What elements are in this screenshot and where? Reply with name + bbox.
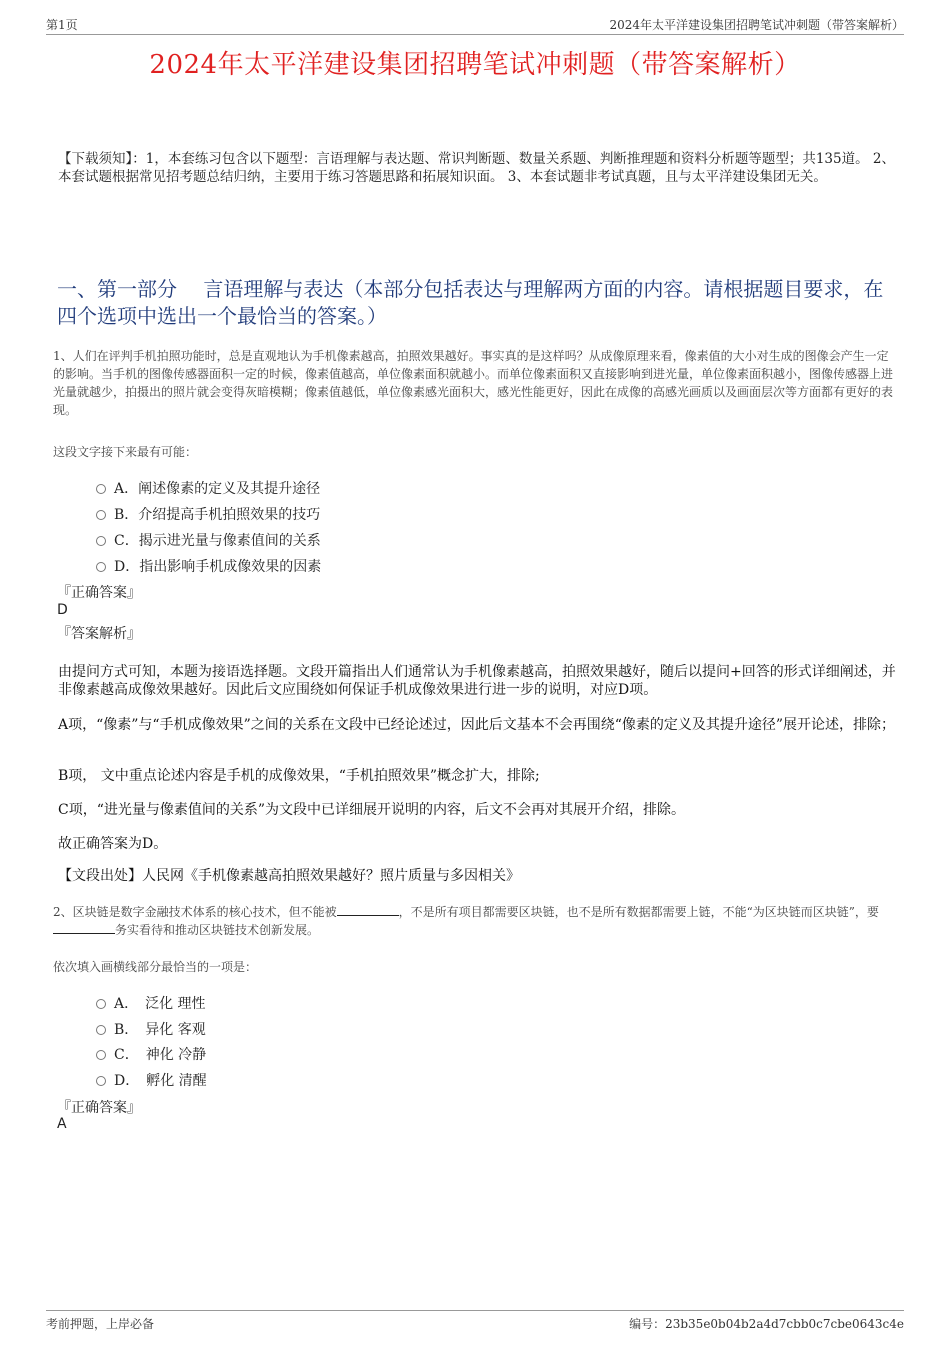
question-1-option-d[interactable]: D．指出影响手机成像效果的因素	[96, 556, 321, 576]
radio-icon[interactable]	[96, 562, 106, 572]
question-2-ask: 依次填入画横线部分最恰当的一项是：	[53, 960, 258, 974]
fill-blank-1	[337, 903, 399, 916]
question-2-answer: A	[57, 1116, 67, 1132]
page-header	[46, 14, 904, 35]
analysis-paragraph: 由提问方式可知，本题为接语选择题。文段开篇指出人们通常认为手机像素越高，拍照效果越好，随后以提问+回答的形式详细阐述，并非像素越高成像效果越好。因此后文应围绕如何保证手机成像效果进行进一步的说明，对应D项。	[58, 664, 896, 698]
analysis-paragraph: A项，“像素”与“手机成像效果”之间的关系在文段中已经论述过，因此后文基本不会再围绕“像素的定义及其提升途径”展开论述，排除；	[58, 717, 896, 733]
question-1-answer: D	[57, 602, 68, 618]
question-2-option-b[interactable]: B． 异化 客观	[96, 1019, 206, 1039]
page-footer	[46, 1310, 904, 1335]
analysis-paragraph: C项，“进光量与像素值间的关系”为文段中已详细展开说明的内容，后文不会再对其展开介绍，排除。	[58, 802, 686, 818]
radio-icon[interactable]	[96, 999, 106, 1009]
radio-icon[interactable]	[96, 1076, 106, 1086]
radio-icon[interactable]	[96, 510, 106, 520]
footer-slogan: 考前押题，上岸必备	[46, 1317, 155, 1331]
radio-icon[interactable]	[96, 1025, 106, 1035]
analysis-paragraph: 故正确答案为D。	[58, 836, 168, 852]
header-doc-title: 2024年太平洋建设集团招聘笔试冲刺题（带答案解析）	[609, 18, 904, 32]
question-2-stem: 2、区块链是数字金融技术体系的核心技术，但不能被 ，不是所有项目都需要区块链，也不是所有数据都需要上链，不能“为区块链而区块链”，要务实看待和推动区块链技术创新发展。	[53, 905, 879, 937]
question-1-stem: 1、人们在评判手机拍照功能时，总是直观地认为手机像素越高，拍照效果越好。事实真的是这样吗？从成像原理来看，像素值的大小对生成的图像会产生一定的影响。当手机的图像传感器面积一定的时候，像素值越高，单位像素面积就越小。而单位像素面积又直接影响到进光量，单位像素面积越小，图像传感器上进光量就越少，拍摄出的照片就会变得灰暗模糊；像素值越低，单位像素感光面积大，感光性能更好，因此在成像的高感光画质以及画面层次等方面都有更好的表现。	[53, 349, 894, 417]
radio-icon[interactable]	[96, 484, 106, 494]
question-2-option-c[interactable]: C． 神化 冷静	[96, 1044, 206, 1064]
radio-icon[interactable]	[96, 1050, 106, 1060]
question-2-answer-label: 『正确答案』	[57, 1100, 141, 1116]
page-number: 第1页	[46, 18, 78, 32]
download-notice: 【下载须知】：1，本套练习包含以下题型：言语理解与表达题、常识判断题、数量关系题、判断推理题和资料分析题等题型；共135道。 2、本套试题根据常见招考题总结归纳，主要用于练习答题思路和拓展知识面。 3、本套试题非考试真题，且与太平洋建设集团无关。	[58, 151, 895, 185]
document-id: 编号：23b35e0b04b2a4d7cbb0c7cbe0643c4e	[629, 1317, 904, 1331]
page-title: 2024年太平洋建设集团招聘笔试冲刺题（带答案解析）	[149, 50, 801, 80]
section-heading: 一、第一部分 言语理解与表达（本部分包括表达与理解两方面的内容。请根据题目要求，在四个选项中选出一个最恰当的答案。）	[57, 277, 884, 328]
question-1-option-a[interactable]: A．阐述像素的定义及其提升途径	[96, 478, 320, 498]
question-1-ask: 这段文字接下来最有可能：	[53, 445, 198, 459]
analysis-paragraph: B项， 文中重点论述内容是手机的成像效果，“手机拍照效果”概念扩大，排除;	[58, 768, 540, 784]
question-2-option-d[interactable]: D． 孵化 清醒	[96, 1070, 207, 1090]
radio-icon[interactable]	[96, 536, 106, 546]
question-2-option-a[interactable]: A． 泛化 理性	[96, 993, 206, 1013]
fill-blank-2	[53, 921, 115, 934]
question-1-option-b[interactable]: B．介绍提高手机拍照效果的技巧	[96, 504, 320, 524]
question-1-analysis-label: 『答案解析』	[57, 626, 141, 642]
question-1-answer-label: 『正确答案』	[57, 585, 141, 601]
question-1-option-c[interactable]: C．揭示进光量与像素值间的关系	[96, 530, 321, 550]
analysis-source: 【文段出处】人民网《手机像素越高拍照效果越好？照片质量与多因相关》	[58, 868, 520, 884]
